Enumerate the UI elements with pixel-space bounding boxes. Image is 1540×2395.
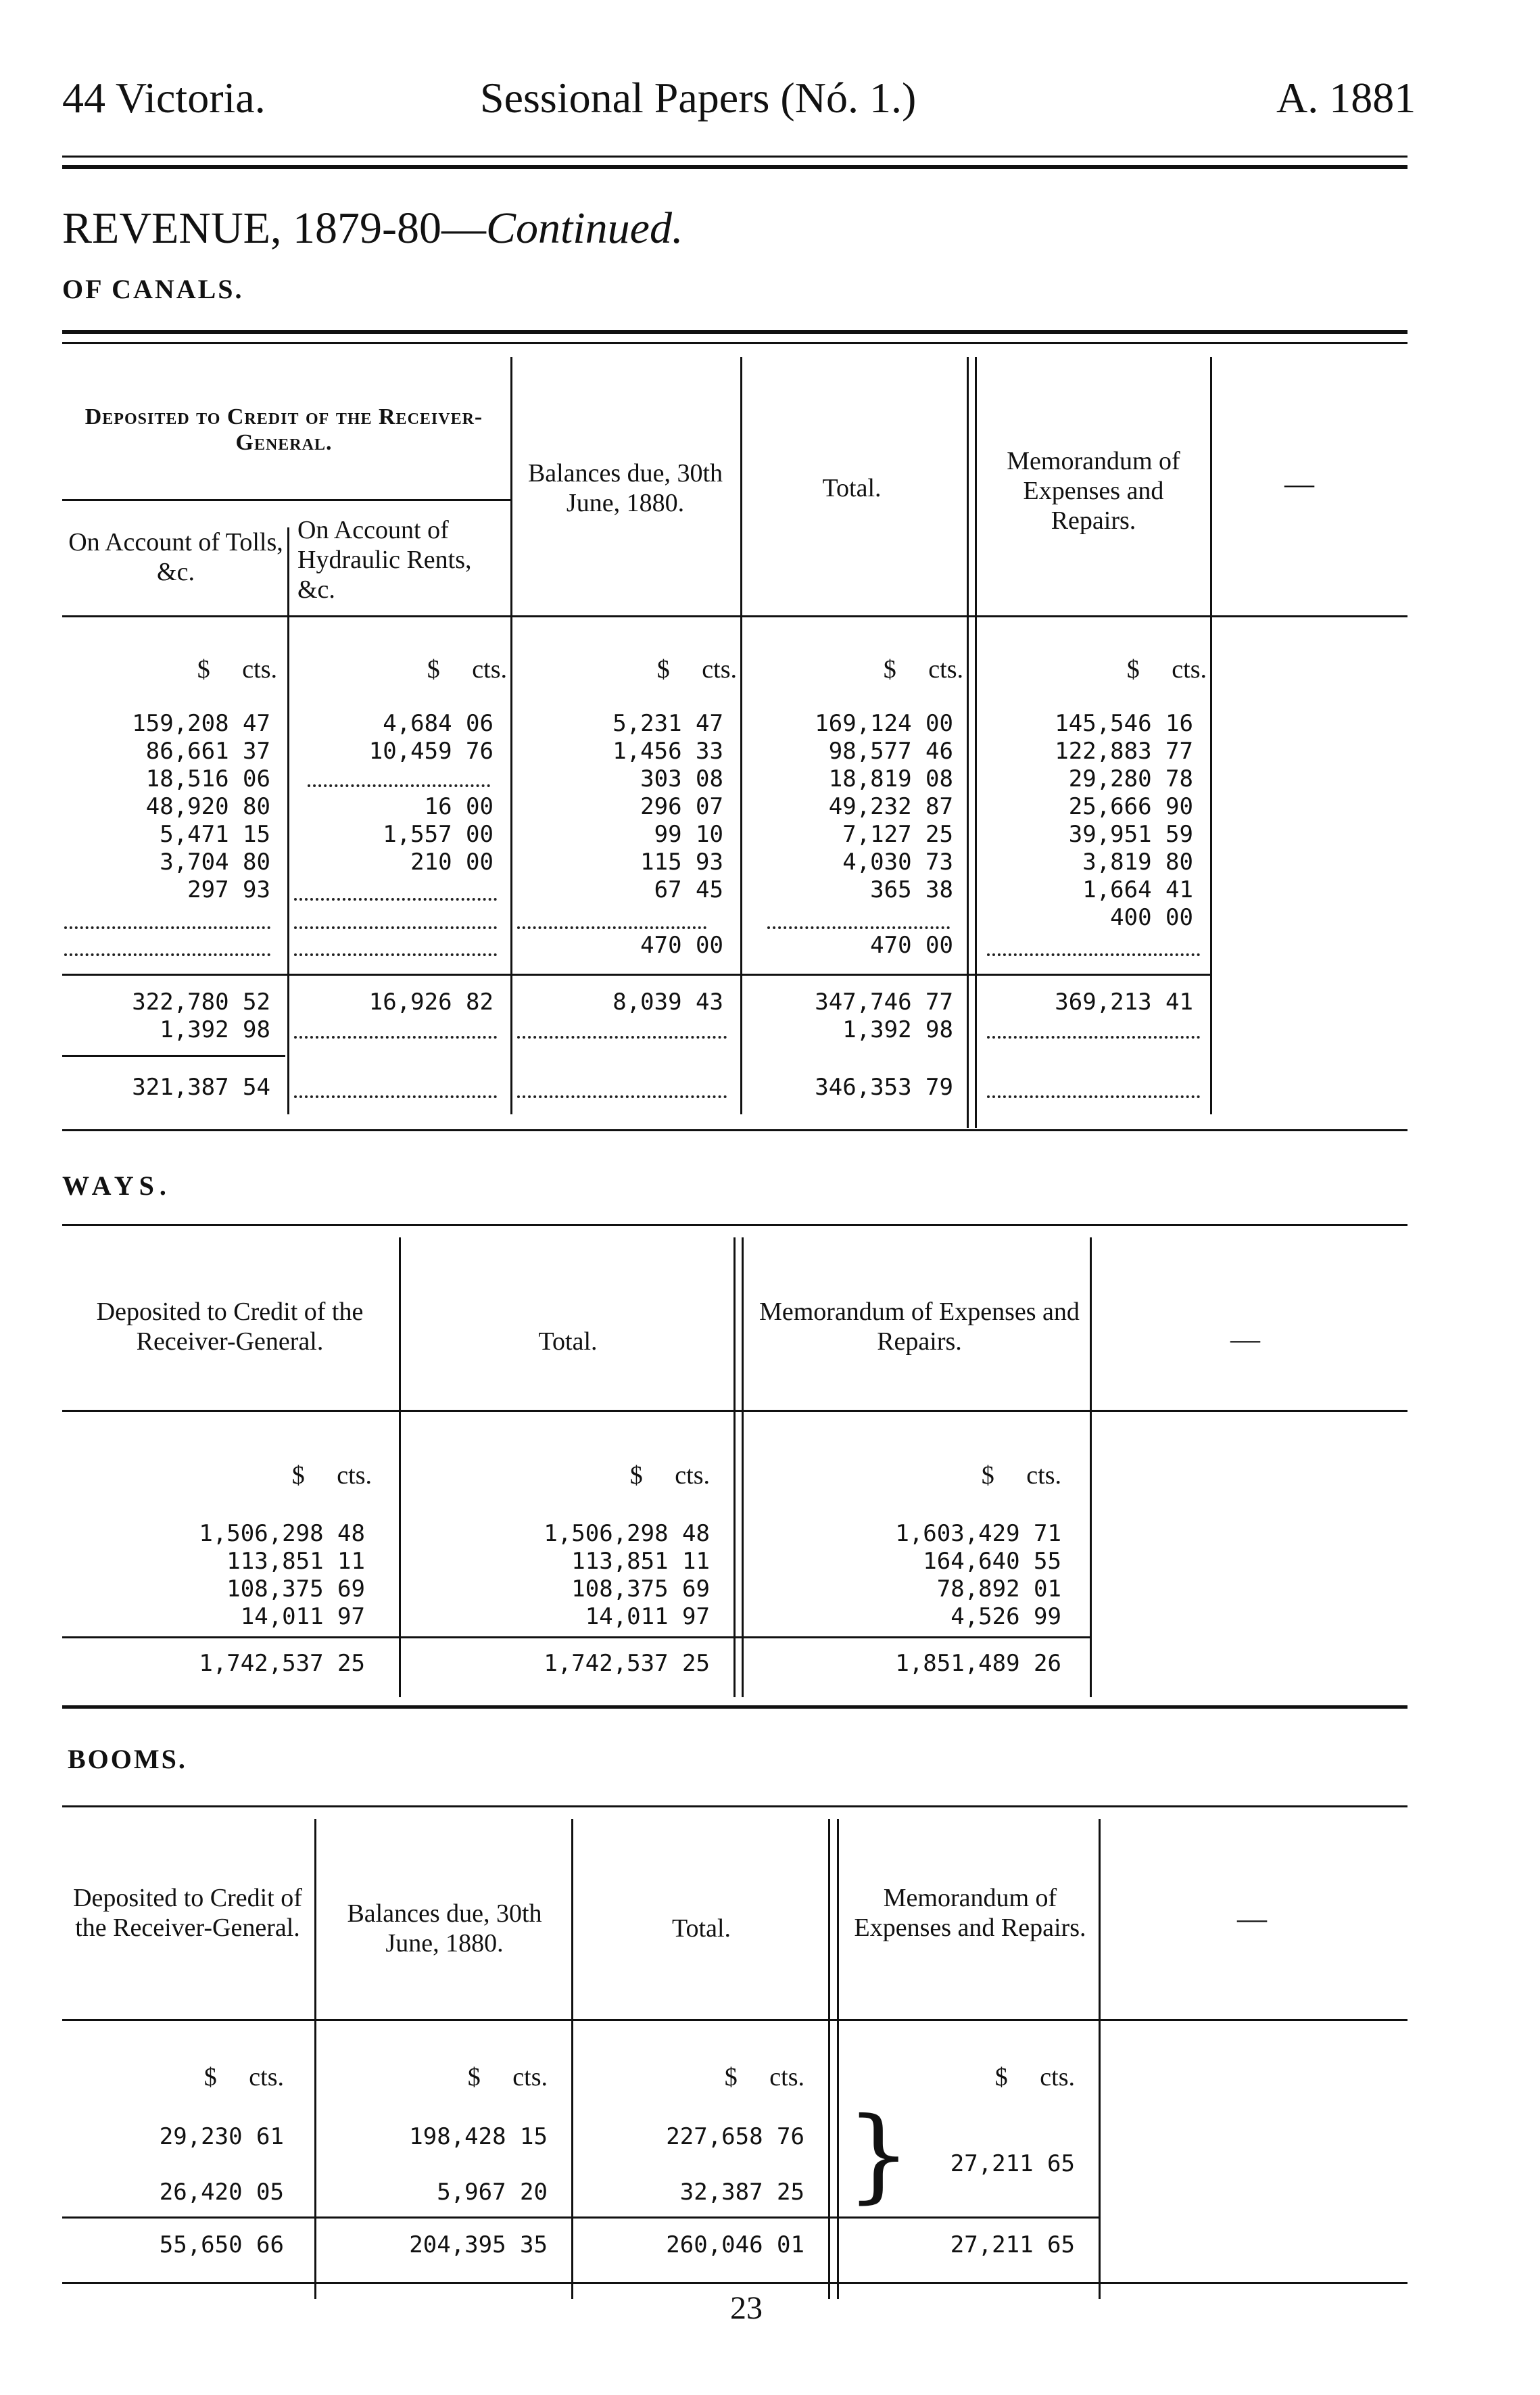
- booms-label: BOOMS.: [68, 1744, 187, 1774]
- ways-sum-deposited: 1,742,537 25: [199, 1650, 365, 1677]
- canals-group-rule: [62, 499, 510, 501]
- canals-col-hydraulic: On Account of Hydraulic Rents, &c.: [297, 516, 472, 604]
- ways-unit-total: $ cts.: [629, 1461, 710, 1490]
- ways-vline-2b: [742, 1237, 744, 1697]
- canals-col-balances: Balances due, 30th June, 1880.: [527, 459, 723, 517]
- canals-vline-3a: [967, 357, 969, 1128]
- booms-unit-deposited: $ cts.: [203, 2063, 284, 2091]
- canals-group-head: Deposited to Credit of the Receiver-General.: [85, 404, 483, 455]
- canals-balances-dots-8: [517, 926, 706, 929]
- canals-total-dots-8: [767, 926, 950, 929]
- canals-vline-4: [1210, 357, 1212, 1114]
- ways-col-memo: Memorandum of Expenses and Repairs.: [759, 1298, 1080, 1356]
- canals-net-memo-dots: [987, 1095, 1200, 1098]
- booms-unit-total: $ cts.: [724, 2063, 804, 2091]
- header-right: A. 1881: [1276, 74, 1416, 122]
- booms-sum-memo: 27,211 65: [950, 2231, 1075, 2258]
- canals-sum-hydraulic: 16,926 82: [368, 989, 494, 1016]
- ways-top-rule: [62, 1224, 1407, 1226]
- booms-col-total: Total.: [671, 1914, 731, 1943]
- header-left: 44 Victoria.: [62, 74, 266, 122]
- booms-unit-balances: $ cts.: [467, 2063, 548, 2091]
- canals-balances-extra: 470 00: [640, 932, 723, 959]
- canals-memo-dots-9: [987, 953, 1200, 956]
- canals-top-rule: [62, 330, 1407, 334]
- ways-col-deposited: Deposited to Credit of the Receiver-General.: [96, 1298, 364, 1356]
- header-rule-2: [62, 165, 1407, 169]
- canals-sum-balances-dots: [517, 1036, 727, 1039]
- ways-col-dash: —: [1230, 1323, 1260, 1356]
- canals-hydraulic-dots-8: [294, 926, 497, 929]
- ways-bottom-rule: [62, 1705, 1407, 1709]
- canals-vline-3b: [975, 357, 977, 1128]
- canals-hydraulic-values: 4,684 06 10,459 76 16 00 1,557 00 210 00: [368, 710, 494, 876]
- ways-vline-1: [399, 1237, 401, 1697]
- title-continued: Continued.: [485, 204, 683, 253]
- canals-vline-2: [740, 357, 742, 1114]
- title-main: REVENUE,: [62, 204, 282, 253]
- ways-sum-memo: 1,851,489 26: [895, 1650, 1061, 1677]
- canals-sum-memo-dots: [987, 1036, 1200, 1039]
- booms-col-memo: Memorandum of Expenses and Repairs.: [854, 1884, 1086, 1942]
- booms-sum-balances: 204,395 35: [409, 2231, 548, 2258]
- ways-vline-3: [1090, 1237, 1092, 1697]
- ways-col-total: Total.: [538, 1327, 598, 1356]
- canals-sum-hydraulic-dots: [294, 1036, 497, 1039]
- booms-total-1: 227,658 76: [666, 2123, 804, 2150]
- ways-vline-2a: [733, 1237, 736, 1697]
- booms-brace-icon: }: [846, 2096, 911, 2214]
- booms-balances-1: 198,428 15: [409, 2123, 548, 2150]
- canals-balances-values: 5,231 47 1,456 33 303 08 296 07 99 10 115 93 67 45: [612, 710, 723, 903]
- canals-net-hydraulic-dots: [294, 1095, 497, 1098]
- booms-vline-3a: [828, 1819, 830, 2299]
- booms-col-balances: Balances due, 30th June, 1880.: [347, 1899, 542, 1958]
- canals-sum-rule: [62, 974, 1211, 976]
- canals-col-total: Total.: [822, 474, 882, 502]
- canals-sum-total: 347,746 77 1,392 98: [815, 989, 953, 1043]
- canals-total-extra: 470 00: [870, 932, 953, 959]
- booms-unit-memo: $ cts.: [994, 2063, 1075, 2091]
- canals-sum-memo: 369,213 41: [1055, 989, 1193, 1016]
- canals-sum-balances: 8,039 43: [612, 989, 723, 1016]
- canals-unit-tolls: $ cts.: [197, 655, 277, 684]
- title-year: 1879-80—: [292, 204, 486, 253]
- canals-net-tolls: 321,387 54: [132, 1074, 270, 1101]
- booms-deposited-1: 29,230 61: [159, 2123, 284, 2150]
- booms-vline-2: [571, 1819, 573, 2299]
- canals-tolls-values: 159,208 47 86,661 37 18,516 06 48,920 80 5,471 15 3,704 80 297 93: [132, 710, 270, 903]
- header-rule-1: [62, 156, 1407, 158]
- ways-unit-memo: $ cts.: [981, 1461, 1061, 1490]
- canals-memo-values: 145,546 16 122,883 77 29,280 78 25,666 90 39,951 59 3,819 80 1,664 41 400 00: [1055, 710, 1193, 931]
- canals-col-dash: —: [1284, 467, 1314, 500]
- canals-hydraulic-dots-7: [294, 898, 497, 901]
- booms-sum-deposited: 55,650 66: [159, 2231, 284, 2258]
- canals-vline-1: [510, 357, 512, 1114]
- canals-col-memo: Memorandum of Expenses and Repairs.: [1007, 447, 1180, 535]
- booms-vline-1: [314, 1819, 316, 2299]
- booms-bottom-rule: [62, 2282, 1407, 2284]
- section-title: [62, 203, 683, 254]
- ways-label: WAYS.: [62, 1170, 172, 1201]
- booms-total-2: 32,387 25: [679, 2179, 804, 2206]
- booms-vline-4: [1099, 1819, 1101, 2299]
- canals-unit-hydraulic: $ cts.: [427, 655, 507, 684]
- canals-unit-total: $ cts.: [883, 655, 963, 684]
- booms-col-deposited: Deposited to Credit of the Receiver-General.: [73, 1884, 302, 1942]
- ways-head-rule: [62, 1410, 1407, 1412]
- ways-sum-rule: [62, 1636, 1090, 1638]
- canals-unit-memo: $ cts.: [1126, 655, 1207, 684]
- booms-sum-rule: [62, 2216, 1099, 2219]
- canals-hydraulic-dots-3: [308, 784, 490, 787]
- canals-label: OF CANALS.: [62, 274, 244, 304]
- booms-balances-2: 5,967 20: [437, 2179, 548, 2206]
- canals-top-rule-2: [62, 342, 1407, 344]
- booms-head-rule: [62, 2019, 1407, 2021]
- canals-col-tolls: On Account of Tolls, &c.: [68, 528, 283, 586]
- page-number: 23: [730, 2290, 763, 2326]
- canals-total-values: 169,124 00 98,577 46 18,819 08 49,232 87 7,127 25 4,030 73 365 38: [815, 710, 953, 903]
- header-center: Sessional Papers (Nó. 1.): [480, 74, 917, 122]
- booms-col-dash: —: [1237, 1902, 1267, 1935]
- ways-deposited-values: 1,506,298 48 113,851 11 108,375 69 14,011 97: [199, 1520, 365, 1630]
- booms-deposited-2: 26,420 05: [159, 2179, 284, 2206]
- canals-tolls-dots-8: [64, 926, 270, 929]
- ways-sum-total: 1,742,537 25: [544, 1650, 710, 1677]
- canals-unit-balances: $ cts.: [656, 655, 737, 684]
- booms-sum-total: 260,046 01: [666, 2231, 804, 2258]
- canals-bottom-rule: [62, 1129, 1407, 1131]
- ways-memo-values: 1,603,429 71 164,640 55 78,892 01 4,526 99: [895, 1520, 1061, 1630]
- ways-total-values: 1,506,298 48 113,851 11 108,375 69 14,011 97: [544, 1520, 710, 1630]
- booms-memo: 27,211 65: [950, 2150, 1075, 2177]
- ways-unit-deposited: $ cts.: [291, 1461, 372, 1490]
- canals-net-rule: [62, 1055, 285, 1057]
- canals-hydraulic-dots-9: [294, 953, 497, 956]
- booms-top-rule: [62, 1805, 1407, 1807]
- canals-tolls-dots-9: [64, 953, 270, 956]
- canals-net-balances-dots: [517, 1095, 727, 1098]
- canals-net-total: 346,353 79: [815, 1074, 953, 1101]
- booms-vline-3b: [837, 1819, 839, 2299]
- canals-sum-tolls: 322,780 52 1,392 98: [132, 989, 270, 1043]
- canals-head-rule: [62, 615, 1407, 617]
